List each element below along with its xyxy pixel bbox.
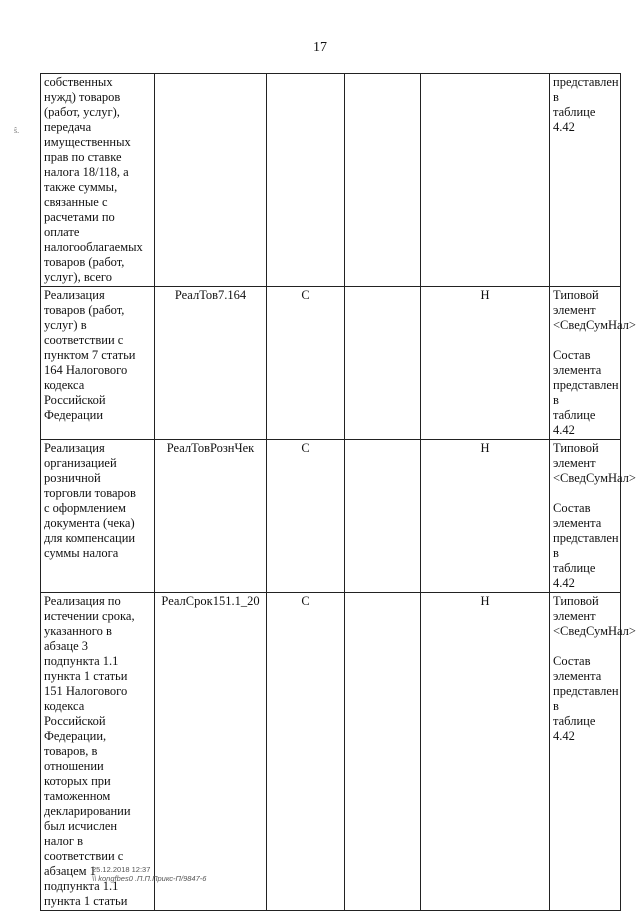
element-notes-cell: Типовой элемент <СведСумНал> Состав элемента представлен в таблице 4.42	[550, 593, 621, 911]
element-name-cell: Реализация по истечении срока, указанного в абзаце 3 подпункта 1.1 пункта 1 статьи 151 Налогового кодекса Российской Федерации, товаров, в отношении которых при таможенном декларировании был исчислен налог в соответствии с абзацем 1 подпункта 1.1 пункта 1 статьи	[41, 593, 155, 911]
element-notes-cell: представлен в таблице 4.42	[550, 74, 621, 287]
footer-timestamp: 25.12.2018 12:37	[92, 865, 151, 874]
element-code-cell: РеалТовРознЧек	[155, 440, 267, 593]
table-row	[41, 593, 621, 911]
element-format-cell	[345, 440, 421, 593]
element-code-cell	[155, 74, 267, 287]
page-number: 17	[313, 40, 327, 55]
element-status-cell: Н	[421, 593, 550, 911]
element-name-cell: Реализация организацией розничной торговли товаров с оформлением документа (чека) для компенсации суммы налога	[41, 440, 155, 593]
elements-table	[40, 73, 636, 911]
element-code-cell: РеалСрок151.1_20	[155, 593, 267, 911]
element-format-cell	[345, 287, 421, 440]
element-type-cell: С	[267, 440, 345, 593]
element-name-cell: собственных нужд) товаров (работ, услуг), передача имущественных прав по ставке налога 18/118, а также суммы, связанные с расчетами по оплате налогооблагаемых товаров (работ, услуг), всего	[41, 74, 155, 287]
table-row	[41, 287, 621, 440]
element-type-cell: С	[267, 593, 345, 911]
element-type-cell: С	[267, 287, 345, 440]
margin-mark: ŝ.	[14, 126, 20, 135]
table-row	[41, 74, 621, 287]
element-format-cell	[345, 74, 421, 287]
element-code-cell: РеалТов7.164	[155, 287, 267, 440]
element-notes-cell: Типовой элемент <СведСумНал> Состав элемента представлен в таблице 4.42	[550, 440, 621, 593]
element-type-cell	[267, 74, 345, 287]
document-footer	[92, 865, 206, 883]
element-status-cell	[421, 74, 550, 287]
footer-file-path: \\ kongfbes0 .П.П.Прикс-П/9847-6	[92, 874, 207, 883]
table-row	[41, 440, 621, 593]
element-format-cell	[345, 593, 421, 911]
element-status-cell: Н	[421, 440, 550, 593]
element-notes-cell: Типовой элемент <СведСумНал> Состав элемента представлен в таблице 4.42	[550, 287, 621, 440]
element-status-cell: Н	[421, 287, 550, 440]
element-name-cell: Реализация товаров (работ, услуг) в соответствии с пунктом 7 статьи 164 Налогового кодекса Российской Федерации	[41, 287, 155, 440]
